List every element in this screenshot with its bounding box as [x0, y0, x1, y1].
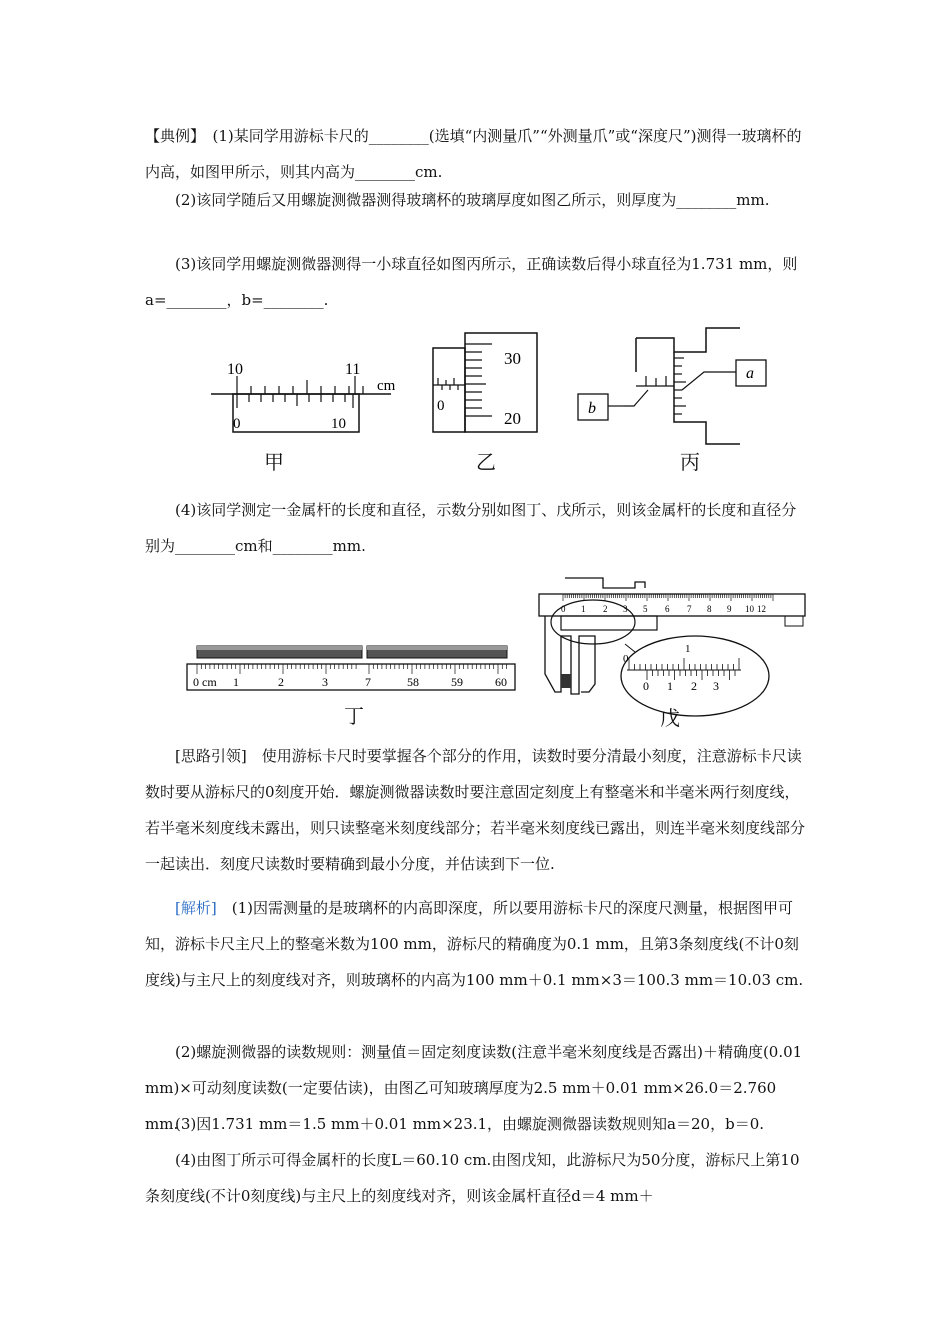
wu-main-1: 1 — [581, 604, 586, 614]
jia-main-10: 10 — [227, 361, 243, 378]
analysis-p1: (1)因需测量的是玻璃杯的内高即深度，所以要用游标卡尺的深度尺测量，根据图甲可知，游标卡尺主尺上的整毫米数为100 mm，游标尺的精确度为0.1 mm，且第3条刻度线(不计0刻度线)与主尺上的刻度线对齐，则玻璃杯的内高为100 mm＋0.1 mm×3＝100.3 mm＝10.03 cm. — [145, 899, 804, 989]
jia-main-11: 11 — [345, 361, 361, 378]
wu-zoom-vernier-1: 1 — [667, 679, 673, 693]
wu-zoom-main-1: 1 — [685, 643, 691, 655]
analysis-paragraph-2: (2)螺旋测微器的读数规则：测量值＝固定刻度读数(注意半毫米刻度线是否露出)＋精确度(0.01 mm)×可动刻度读数(一定要估读)，由图乙可知玻璃厚度为2.5 mm＋0.01 mm×26.0＝2.760 mm. — [145, 1043, 803, 1133]
wu-main-12: 12 — [757, 604, 766, 614]
wu-zoom-vernier-2: 2 — [691, 679, 697, 693]
figure-bing-caption: 丙 — [680, 450, 700, 474]
wu-zoom-main-0: 0 — [623, 653, 629, 665]
bing-label-a: a — [746, 365, 754, 382]
yi-label-30: 30 — [504, 349, 521, 368]
figure-bing-micrometer — [576, 326, 776, 446]
wu-main-10: 10 — [745, 604, 754, 614]
figure-ding-caption: 丁 — [344, 704, 364, 728]
wu-main-9: 9 — [727, 604, 732, 614]
wu-main-0: 0 — [561, 604, 566, 614]
figure-jia-caption: 甲 — [264, 450, 284, 474]
wu-main-8: 8 — [707, 604, 712, 614]
figure-yi-caption: 乙 — [476, 450, 496, 474]
hint-label: [思路引领] — [175, 747, 247, 765]
figure-wu-caption: 戊 — [660, 706, 680, 730]
jia-vernier-10: 10 — [331, 416, 346, 432]
figure-jia-vernier — [205, 358, 405, 438]
yi-label-20: 20 — [504, 409, 521, 428]
ding-tick-0: 0 cm — [193, 675, 217, 689]
hint-text: 使用游标卡尺时要掌握各个部分的作用，读数时要分清最小刻度，注意游标卡尺读数时要从游标尺的0刻度开始．螺旋测微器读数时要注意固定刻度上有整毫米和半毫米两行刻度线，若半毫米刻度线未露出，则只读整毫米刻度线部分；若半毫米刻度线已露出，则连半毫米刻度线部分一起读出．刻度尺读数时要精确到最小分度，并估读到下一位. — [145, 747, 806, 873]
wu-main-6: 6 — [665, 604, 670, 614]
wu-zoom-vernier-0: 0 — [643, 679, 649, 693]
figure-wu-caliper — [535, 574, 810, 719]
bing-label-b: b — [588, 400, 596, 417]
ding-tick-60: 60 — [495, 675, 507, 689]
wu-zoom-vernier-3: 3 — [713, 679, 719, 693]
hint-paragraph — [145, 738, 805, 882]
ding-tick-1: 1 — [233, 675, 239, 689]
analysis-paragraph-3: (3)因1.731 mm＝1.5 mm＋0.01 mm×23.1，由螺旋测微器读数规则知a＝20，b＝0. — [175, 1115, 765, 1133]
wu-main-3: 3 — [623, 604, 628, 614]
example-part-3: (3)该同学用螺旋测微器测得一小球直径如图丙所示，正确读数后得小球直径为1.731 mm，则 a=________，b=________. — [145, 255, 798, 309]
yi-label-0: 0 — [437, 398, 445, 414]
example-part-2: (2)该同学随后又用螺旋测微器测得玻璃杯的玻璃厚度如图乙所示，则厚度为________mm. — [175, 191, 770, 209]
example-part-1: 【典例】 (1)某同学用游标卡尺的________(选填“内测量爪”“外测量爪”或“深度尺”)测得一玻璃杯的内高，如图甲所示，则其内高为________cm. — [145, 127, 802, 181]
example-part-4: (4)该同学测定一金属杆的长度和直径，示数分别如图丁、戊所示，则该金属杆的长度和直径分别为________cm和________mm. — [145, 501, 797, 555]
figure-ding-ruler — [185, 640, 520, 695]
ding-tick-3: 3 — [322, 675, 328, 689]
wu-main-7: 7 — [687, 604, 692, 614]
jia-vernier-0: 0 — [233, 416, 241, 432]
analysis-paragraph-4: (4)由图丁所示可得金属杆的长度L＝60.10 cm.由图戊知，此游标尺为50分度，游标尺上第10条刻度线(不计0刻度线)与主尺上的刻度线对齐，则该金属杆直径d＝4 mm＋ — [145, 1151, 800, 1205]
analysis-label: [解析] — [175, 899, 217, 917]
ding-tick-7: 7 — [365, 675, 371, 689]
ding-tick-59: 59 — [451, 675, 463, 689]
ding-tick-2: 2 — [278, 675, 284, 689]
analysis-paragraph-1 — [145, 890, 805, 998]
wu-main-2: 2 — [603, 604, 608, 614]
jia-unit: cm — [377, 378, 396, 394]
wu-main-5: 5 — [643, 604, 648, 614]
ding-tick-58: 58 — [407, 675, 419, 689]
figure-yi-micrometer — [430, 330, 545, 435]
